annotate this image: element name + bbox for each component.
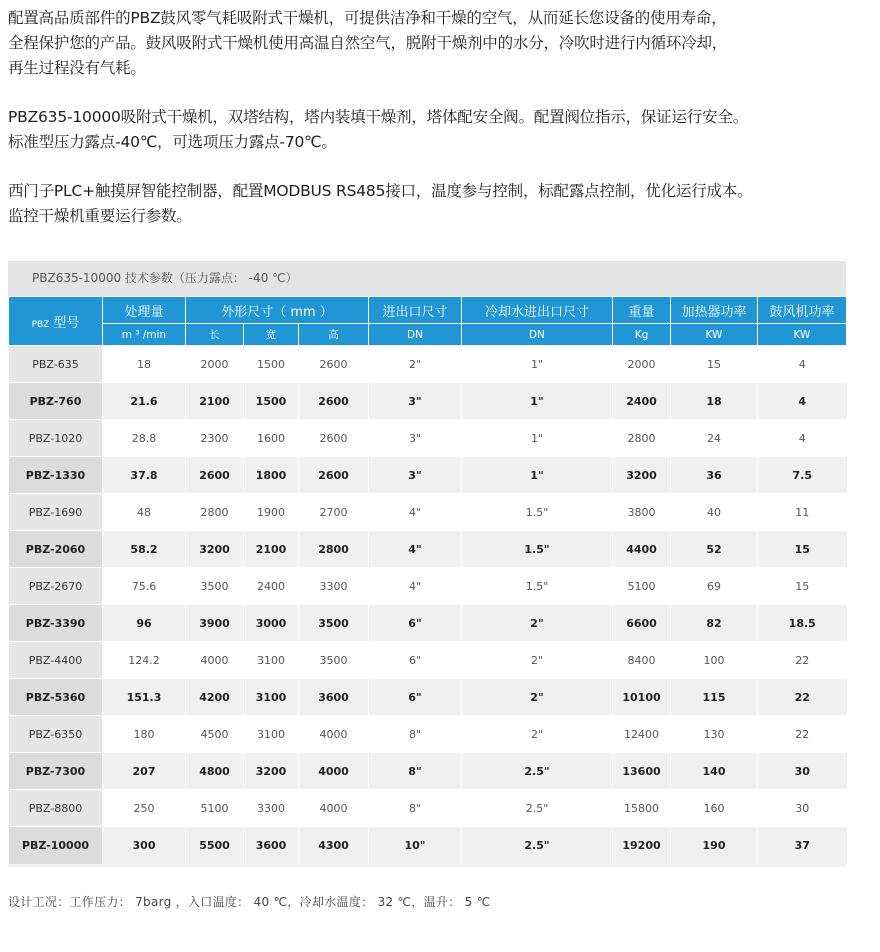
unit-height: 高 (299, 324, 369, 346)
paragraph-1 (8, 6, 874, 81)
cell-capacity: 18 (103, 346, 186, 383)
cell-height: 2600 (299, 420, 369, 457)
cell-weight: 8400 (613, 642, 671, 679)
cell-length: 2800 (186, 494, 244, 531)
cell-weight: 2800 (613, 420, 671, 457)
cell-width: 3300 (244, 790, 299, 827)
table-row (9, 568, 847, 605)
cell-water: 2" (462, 642, 613, 679)
table-row (9, 420, 847, 457)
cell-heater: 36 (671, 457, 758, 494)
cell-length: 2300 (186, 420, 244, 457)
header-model (9, 297, 103, 346)
cell-blower: 4 (758, 383, 847, 420)
cell-length: 4200 (186, 679, 244, 716)
cell-width: 1900 (244, 494, 299, 531)
cell-height: 2800 (299, 531, 369, 568)
table-row (9, 383, 847, 420)
cell-height: 4000 (299, 716, 369, 753)
header-inlet-outlet: 进出口尺寸 (369, 297, 462, 324)
table-row (9, 642, 847, 679)
cell-capacity: 75.6 (103, 568, 186, 605)
cell-capacity: 180 (103, 716, 186, 753)
cell-dn: 4" (369, 494, 462, 531)
cell-water: 2" (462, 679, 613, 716)
cell-width: 1800 (244, 457, 299, 494)
cell-length: 3500 (186, 568, 244, 605)
cell-model: PBZ-1330 (9, 457, 103, 494)
unit-weight: Kg (613, 324, 671, 346)
cell-dn: 6" (369, 605, 462, 642)
cell-weight: 3800 (613, 494, 671, 531)
cell-model: PBZ-7300 (9, 753, 103, 790)
cell-water: 2" (462, 605, 613, 642)
cell-water: 2.5" (462, 790, 613, 827)
cell-height: 4300 (299, 827, 369, 864)
cell-weight: 6600 (613, 605, 671, 642)
cell-height: 3500 (299, 605, 369, 642)
table-row (9, 605, 847, 642)
cell-length: 2600 (186, 457, 244, 494)
header-row-units (9, 324, 847, 346)
unit-length: 长 (186, 324, 244, 346)
table-row (9, 716, 847, 753)
cell-height: 2600 (299, 383, 369, 420)
cell-dn: 8" (369, 716, 462, 753)
cell-height: 3300 (299, 568, 369, 605)
table-row (9, 753, 847, 790)
cell-capacity: 58.2 (103, 531, 186, 568)
cell-water: 2.5" (462, 827, 613, 864)
cell-length: 2100 (186, 383, 244, 420)
cell-capacity: 48 (103, 494, 186, 531)
cell-water: 1" (462, 420, 613, 457)
unit-inlet-outlet: DN (369, 324, 462, 346)
cell-blower: 11 (758, 494, 847, 531)
text-line: 配置高品质部件的PBZ鼓风零气耗吸附式干燥机，可提供洁净和干燥的空气，从而延长您设备的使用寿命， (8, 9, 727, 27)
table-row (9, 679, 847, 716)
cell-width: 2100 (244, 531, 299, 568)
cell-weight: 2000 (613, 346, 671, 383)
cell-capacity: 37.8 (103, 457, 186, 494)
unit-capacity: m ³ /min (103, 324, 186, 346)
header-heater-power: 加热器功率 (671, 297, 758, 324)
cell-heater: 69 (671, 568, 758, 605)
cell-capacity: 124.2 (103, 642, 186, 679)
cell-weight: 15800 (613, 790, 671, 827)
spec-table-title: PBZ635-10000 技术参数（压力露点： -40 ℃） (8, 261, 846, 296)
cell-model: PBZ-10000 (9, 827, 103, 864)
cell-model: PBZ-635 (9, 346, 103, 383)
cell-height: 4000 (299, 753, 369, 790)
cell-weight: 4400 (613, 531, 671, 568)
unit-width: 宽 (244, 324, 299, 346)
cell-length: 3900 (186, 605, 244, 642)
cell-capacity: 21.6 (103, 383, 186, 420)
table-row (9, 531, 847, 568)
intro-text (8, 6, 874, 253)
cell-model: PBZ-5360 (9, 679, 103, 716)
table-row (9, 457, 847, 494)
cell-capacity: 28.8 (103, 420, 186, 457)
cell-height: 2700 (299, 494, 369, 531)
cell-dn: 8" (369, 790, 462, 827)
cell-heater: 15 (671, 346, 758, 383)
cell-water: 1" (462, 383, 613, 420)
cell-weight: 19200 (613, 827, 671, 864)
cell-height: 4000 (299, 790, 369, 827)
cell-length: 4800 (186, 753, 244, 790)
paragraph-2 (8, 105, 874, 155)
spec-table-panel (8, 261, 846, 867)
cell-water: 2.5" (462, 753, 613, 790)
cell-blower: 30 (758, 790, 847, 827)
cell-height: 2600 (299, 346, 369, 383)
cell-width: 1500 (244, 383, 299, 420)
cell-blower: 15 (758, 531, 847, 568)
cell-dn: 3" (369, 420, 462, 457)
cell-dn: 6" (369, 642, 462, 679)
header-model-label: 型号 (53, 315, 80, 331)
cell-heater: 40 (671, 494, 758, 531)
text-line: 再生过程没有气耗。 (8, 59, 146, 77)
spec-table (8, 296, 847, 864)
header-weight: 重量 (613, 297, 671, 324)
unit-heater-power: KW (671, 324, 758, 346)
paragraph-3 (8, 179, 874, 229)
cell-heater: 100 (671, 642, 758, 679)
design-conditions-note: 设计工况：工作压力： 7barg ，入口温度： 40 ℃，冷却水温度： 32 ℃，温升： 5 ℃ (8, 895, 491, 909)
cell-blower: 22 (758, 679, 847, 716)
cell-heater: 52 (671, 531, 758, 568)
cell-model: PBZ-8800 (9, 790, 103, 827)
cell-heater: 130 (671, 716, 758, 753)
cell-capacity: 250 (103, 790, 186, 827)
cell-weight: 12400 (613, 716, 671, 753)
cell-model: PBZ-760 (9, 383, 103, 420)
cell-capacity: 151.3 (103, 679, 186, 716)
cell-weight: 10100 (613, 679, 671, 716)
cell-length: 5100 (186, 790, 244, 827)
cell-weight: 13600 (613, 753, 671, 790)
cell-heater: 115 (671, 679, 758, 716)
cell-dn: 3" (369, 383, 462, 420)
header-capacity: 处理量 (103, 297, 186, 324)
cell-capacity: 96 (103, 605, 186, 642)
cell-blower: 37 (758, 827, 847, 864)
cell-dn: 6" (369, 679, 462, 716)
cell-dn: 4" (369, 531, 462, 568)
cell-length: 4000 (186, 642, 244, 679)
cell-width: 3100 (244, 642, 299, 679)
table-row (9, 827, 847, 864)
table-row (9, 790, 847, 827)
cell-weight: 3200 (613, 457, 671, 494)
cell-model: PBZ-3390 (9, 605, 103, 642)
cell-length: 4500 (186, 716, 244, 753)
cell-heater: 82 (671, 605, 758, 642)
cell-width: 1600 (244, 420, 299, 457)
text-line: PBZ635-10000吸附式干燥机，双塔结构，塔内装填干燥剂，塔体配安全阀。配置阀位指示，保证运行安全。 (8, 108, 748, 126)
text-line: 西门子PLC+触摸屏智能控制器，配置MODBUS RS485接口，温度参与控制，标配露点控制，优化运行成本。 (8, 182, 753, 200)
cell-water: 1.5" (462, 494, 613, 531)
cell-water: 1" (462, 346, 613, 383)
cell-weight: 5100 (613, 568, 671, 605)
cell-blower: 4 (758, 346, 847, 383)
cell-dn: 3" (369, 457, 462, 494)
cell-blower: 22 (758, 716, 847, 753)
cell-water: 1.5" (462, 531, 613, 568)
cell-width: 3200 (244, 753, 299, 790)
cell-blower: 22 (758, 642, 847, 679)
cell-dn: 4" (369, 568, 462, 605)
cell-width: 2400 (244, 568, 299, 605)
header-blower-power: 鼓风机功率 (758, 297, 847, 324)
text-line: 监控干燥机重要运行参数。 (8, 207, 192, 225)
header-dimensions: 外形尺寸（ mm ） (186, 297, 369, 324)
cell-model: PBZ-1020 (9, 420, 103, 457)
cell-dn: 8" (369, 753, 462, 790)
cell-height: 2600 (299, 457, 369, 494)
cell-height: 3500 (299, 642, 369, 679)
cell-blower: 4 (758, 420, 847, 457)
cell-width: 1500 (244, 346, 299, 383)
header-row-groups (9, 297, 847, 324)
cell-water: 1" (462, 457, 613, 494)
cell-blower: 7.5 (758, 457, 847, 494)
unit-blower-power: KW (758, 324, 847, 346)
cell-model: PBZ-4400 (9, 642, 103, 679)
cell-heater: 160 (671, 790, 758, 827)
cell-model: PBZ-2060 (9, 531, 103, 568)
cell-model: PBZ-6350 (9, 716, 103, 753)
cell-capacity: 300 (103, 827, 186, 864)
table-row (9, 494, 847, 531)
cell-water: 1.5" (462, 568, 613, 605)
cell-dn: 10" (369, 827, 462, 864)
table-row (9, 346, 847, 383)
cell-water: 2" (462, 716, 613, 753)
cell-length: 3200 (186, 531, 244, 568)
text-line: 标准型压力露点-40℃，可选项压力露点-70℃。 (8, 133, 337, 151)
cell-capacity: 207 (103, 753, 186, 790)
cell-model: PBZ-1690 (9, 494, 103, 531)
cell-width: 3000 (244, 605, 299, 642)
cell-height: 3600 (299, 679, 369, 716)
cell-blower: 30 (758, 753, 847, 790)
cell-dn: 2" (369, 346, 462, 383)
text-line: 全程保护您的产品。鼓风吸附式干燥机使用高温自然空气，脱附干燥剂中的水分，冷吹时进行内循环冷却， (8, 34, 728, 52)
cell-heater: 18 (671, 383, 758, 420)
header-model-prefix: PBZ (31, 319, 50, 330)
cell-heater: 24 (671, 420, 758, 457)
unit-cooling-water: DN (462, 324, 613, 346)
cell-width: 3600 (244, 827, 299, 864)
spec-table-body (9, 346, 847, 864)
cell-width: 3100 (244, 679, 299, 716)
cell-blower: 18.5 (758, 605, 847, 642)
cell-heater: 190 (671, 827, 758, 864)
cell-length: 5500 (186, 827, 244, 864)
cell-heater: 140 (671, 753, 758, 790)
header-cooling-water: 冷却水进出口尺寸 (462, 297, 613, 324)
cell-width: 3100 (244, 716, 299, 753)
cell-length: 2000 (186, 346, 244, 383)
cell-blower: 15 (758, 568, 847, 605)
cell-weight: 2400 (613, 383, 671, 420)
cell-model: PBZ-2670 (9, 568, 103, 605)
